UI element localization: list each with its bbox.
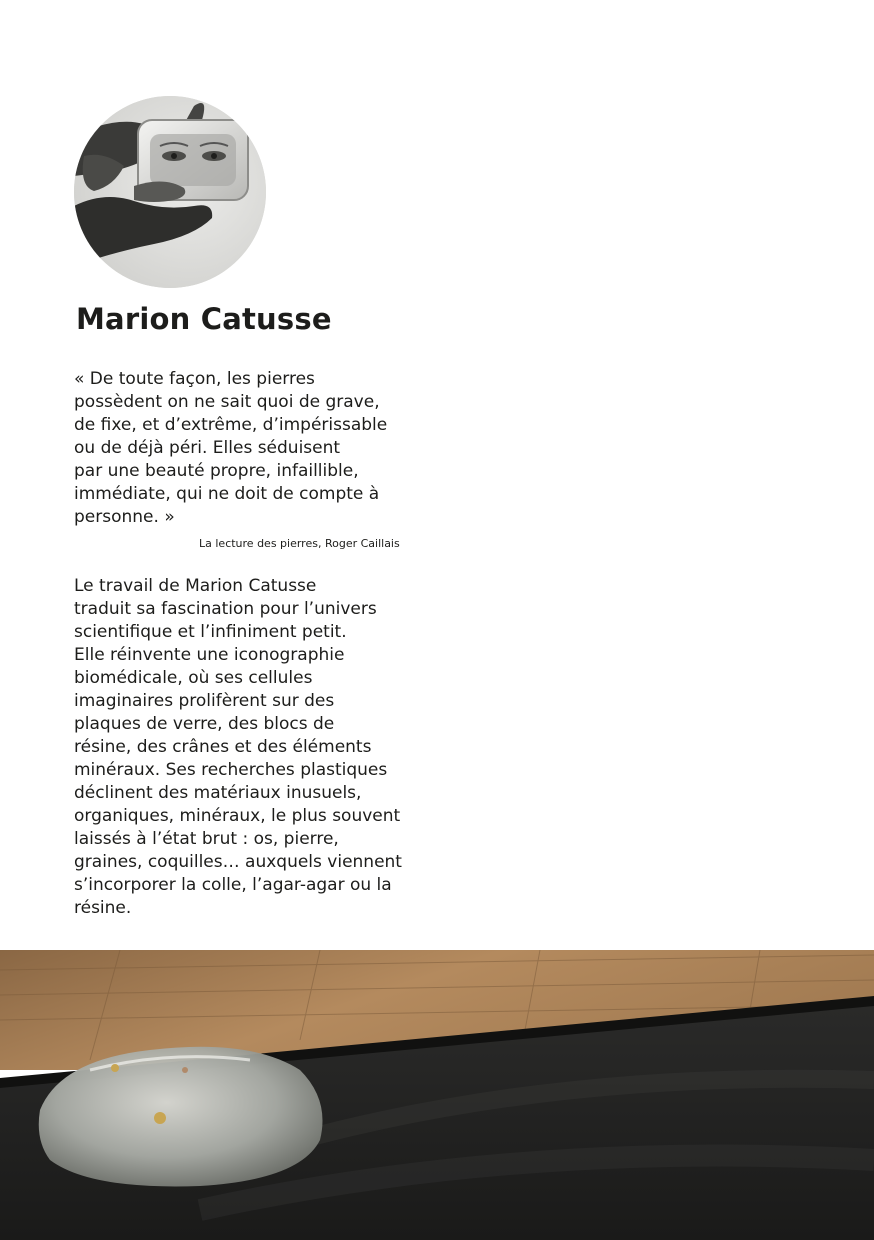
bio-line: résine, des crânes et des éléments xyxy=(74,737,372,757)
artwork-image xyxy=(0,950,874,1240)
bio-line: traduit sa fascination pour l’univers xyxy=(74,599,377,619)
quote xyxy=(74,368,434,529)
quote-line: possèdent on ne sait quoi de grave, xyxy=(74,392,380,412)
portrait-image xyxy=(74,96,266,288)
bio-line: scientifique et l’infiniment petit. xyxy=(74,622,347,642)
bio-line: plaques de verre, des blocs de xyxy=(74,714,335,734)
bio-line: Elle réinvente une iconographie xyxy=(74,645,345,665)
quote-line: « De toute façon, les pierres xyxy=(74,369,315,389)
quote-citation: La lecture des pierres, Roger Caillais xyxy=(199,537,400,550)
bio-line: résine. xyxy=(74,898,132,918)
quote-line: ou de déjà péri. Elles séduisent xyxy=(74,438,341,458)
biography xyxy=(74,575,444,920)
quote-line: de fixe, et d’extrême, d’impérissable xyxy=(74,415,388,435)
bio-line: organiques, minéraux, le plus souvent xyxy=(74,806,401,826)
quote-line: immédiate, qui ne doit de compte à xyxy=(74,484,380,504)
artist-portrait xyxy=(74,96,266,288)
bio-line: minéraux. Ses recherches plastiques xyxy=(74,760,388,780)
quote-line: par une beauté propre, infaillible, xyxy=(74,461,359,481)
bio-line: déclinent des matériaux inusuels, xyxy=(74,783,362,803)
artist-name: Marion Catusse xyxy=(76,302,332,336)
quote-line: personne. » xyxy=(74,507,175,527)
bio-line: laissés à l’état brut : os, pierre, xyxy=(74,829,339,849)
bio-line: s’incorporer la colle, l’agar-agar ou la xyxy=(74,875,392,895)
bio-line: graines, coquilles… auxquels viennent xyxy=(74,852,402,872)
artwork-photo xyxy=(0,950,874,1240)
bio-line: Le travail de Marion Catusse xyxy=(74,576,317,596)
bio-line: imaginaires prolifèrent sur des xyxy=(74,691,335,711)
bio-line: biomédicale, où ses cellules xyxy=(74,668,313,688)
